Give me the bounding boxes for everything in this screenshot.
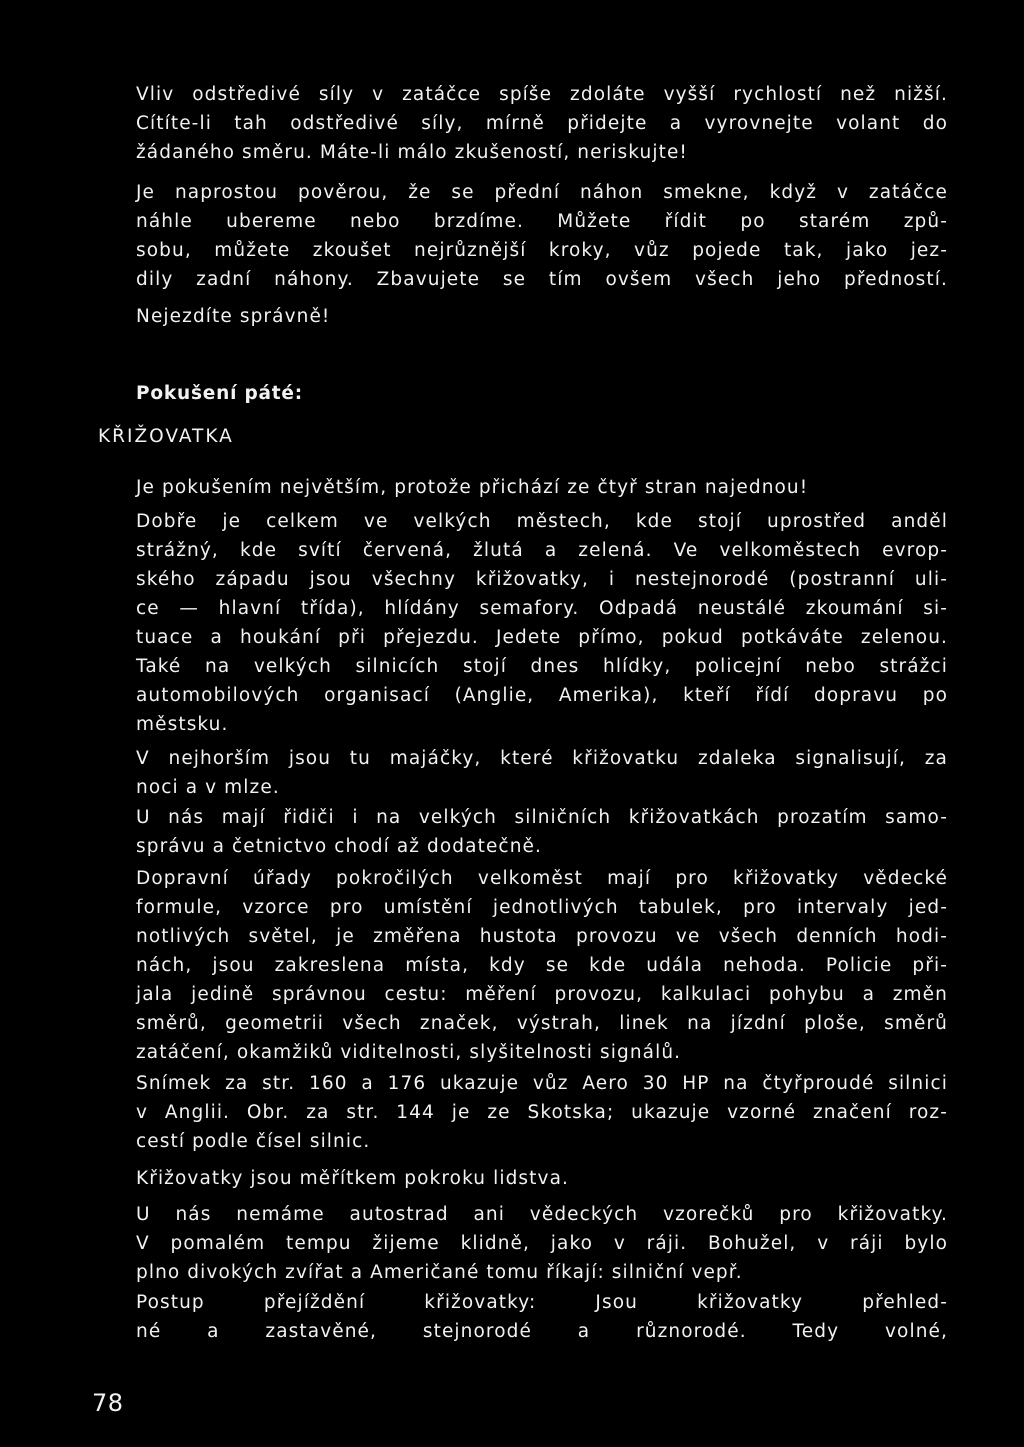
text-line: cestí podle čísel silnic. — [136, 1131, 371, 1152]
text-line: tuace a houkání při přejezdu. Jedete přímo, pokud potkáváte zelenou. — [136, 627, 948, 648]
text-line: U nás nemáme autostrad ani vědeckých vzorečků pro křižovatky. — [136, 1204, 948, 1225]
text-line: náhle ubereme nebo brzdíme. Můžete řídit po starém způ- — [136, 211, 948, 232]
text-line: Postup přejíždění křižovatky: Jsou křižovatky přehled- — [136, 1292, 948, 1313]
text-line: Také na velkých silnicích stojí dnes hlídky, policejní nebo strážci — [136, 656, 948, 677]
text-line: plno divokých zvířat a Američané tomu říkají: silniční vepř. — [136, 1262, 743, 1283]
text-line: V pomalém tempu žijeme klidně, jako v ráji. Bohužel, v ráji bylo — [136, 1233, 948, 1254]
text-line: né a zastavěné, stejnorodé a různorodé. Tedy volné, — [136, 1321, 948, 1342]
text-line: automobilových organisací (Anglie, Amerika), kteří řídí dopravu po — [136, 685, 948, 706]
text-line: U nás mají řidiči i na velkých silničních křižovatkách prozatím samo- — [136, 807, 948, 828]
text-line: Snímek za str. 160 a 176 ukazuje vůz Aero 30 HP na čtyřproudé silnici — [136, 1073, 948, 1094]
text-line: Je naprostou pověrou, že se přední náhon smekne, když v zatáčce — [136, 182, 948, 203]
text-line: Dobře je celkem ve velkých městech, kde stojí uprostřed anděl — [136, 511, 948, 532]
text-line: Dopravní úřady pokročilých velkoměst mají pro křižovatky vědecké — [136, 868, 948, 889]
text-line: správu a četnictvo chodí až dodatečně. — [136, 836, 542, 857]
text-line: ského západu jsou všechny křižovatky, i nestejnorodé (postranní uli- — [136, 569, 948, 590]
text-line: ce — hlavní třída), hlídány semafory. Odpadá neustálé zkoumání si- — [136, 598, 948, 619]
text-line: formule, vzorce pro umístění jednotlivých tabulek, pro intervaly jed- — [136, 897, 948, 918]
text-line: Nejezdíte správně! — [136, 306, 331, 327]
text-line: směrů, geometrii všech značek, výstrah, linek na jízdní ploše, směrů — [136, 1013, 948, 1034]
text-line: žádaného směru. Máte-li málo zkušeností, neriskujte! — [136, 142, 688, 163]
text-line: Vliv odstředivé síly v zatáčce spíše zdoláte vyšší rychlostí než nižší. — [136, 84, 948, 105]
text-line: jala jedině správnou cestu: měření provozu, kalkulaci pohybu a změn — [136, 984, 948, 1005]
text-line: noci a v mlze. — [136, 777, 280, 798]
page-number: 78 — [92, 1389, 124, 1417]
text-line: strážný, kde svítí červená, žlutá a zelená. Ve velkoměstech evrop- — [136, 540, 948, 561]
text-line: Cítíte-li tah odstředivé síly, mírně přidejte a vyrovnejte volant do — [136, 113, 948, 134]
text-line: sobu, můžete zkoušet nejrůznější kroky, vůz pojede tak, jako jez- — [136, 240, 948, 261]
text-line: v Anglii. Obr. za str. 144 je ze Skotska; ukazuje vzorné značení roz- — [136, 1102, 948, 1123]
text-line: notlivých světel, je změřena hustota provozu ve všech denních hodi- — [136, 926, 948, 947]
section-heading: Pokušení páté: — [136, 383, 303, 404]
text-line: Křižovatky jsou měřítkem pokroku lidstva. — [136, 1168, 569, 1189]
text-line: dily zadní náhony. Zbavujete se tím ovšem všech jeho předností. — [136, 269, 948, 290]
text-line: Je pokušením největším, protože přichází ze čtyř stran najednou! — [136, 477, 809, 498]
text-line: nách, jsou zakreslena místa, kdy se kde udála nehoda. Policie při- — [136, 955, 948, 976]
text-line: V nejhorším jsou tu majáčky, které křižovatku zdaleka signalisují, za — [136, 748, 948, 769]
text-line: městsku. — [136, 714, 229, 735]
text-line: zatáčení, okamžiků viditelnosti, slyšitelnosti signálů. — [136, 1042, 682, 1063]
section-title: KŘIŽOVATKA — [98, 426, 234, 447]
